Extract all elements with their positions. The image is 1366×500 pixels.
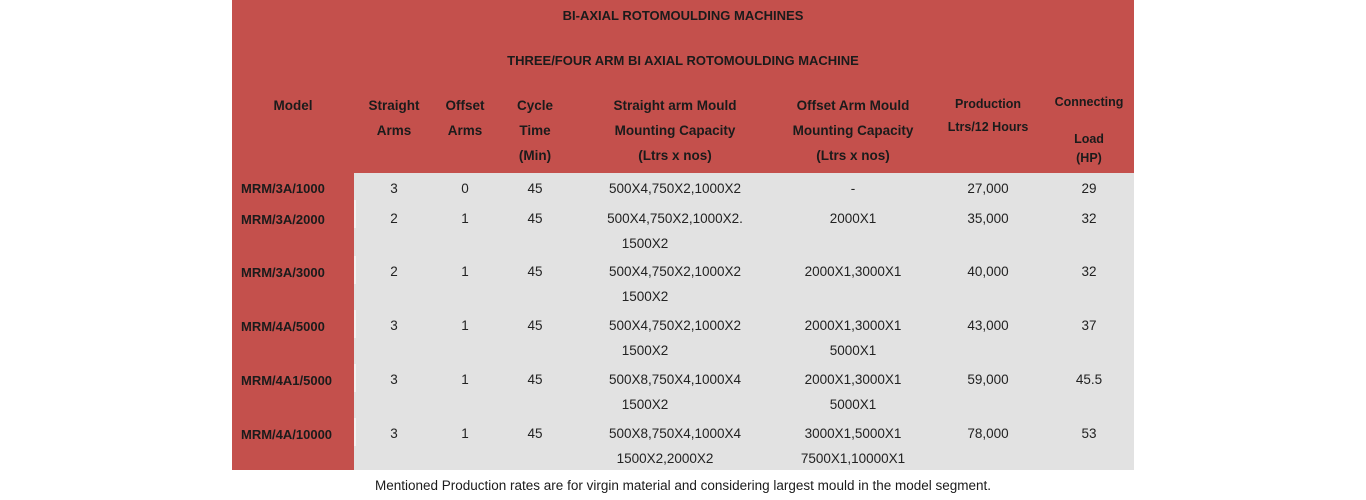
header-offset-capacity: Offset Arm Mould Mounting Capacity (Ltrs x nos)	[792, 98, 914, 163]
cycle-time-cell: 45	[527, 211, 543, 226]
straight-capacity-cell: 500X8,750X4,1000X4 1500X2	[608, 372, 742, 412]
straight-arms-cell: 2	[390, 211, 398, 226]
straight-arms-cell: 3	[390, 426, 398, 441]
production-cell: 27,000	[967, 181, 1009, 196]
load-cell: 37	[1081, 318, 1097, 333]
header-cycle-time: Cycle Time (Min)	[516, 98, 554, 163]
straight-arms-cell: 3	[390, 372, 398, 387]
model-cell: MRM/3A/3000	[241, 265, 325, 280]
load-cell: 32	[1081, 211, 1097, 226]
load-cell: 45.5	[1075, 372, 1103, 387]
straight-arms-cell: 2	[390, 264, 398, 279]
cycle-time-cell: 45	[527, 264, 543, 279]
straight-arms-cell: 3	[390, 318, 398, 333]
model-cell: MRM/4A/10000	[241, 427, 333, 442]
spec-table	[232, 0, 1134, 470]
table-subtitle: THREE/FOUR ARM BI AXIAL ROTOMOULDING MACHINE	[507, 53, 859, 68]
model-cell: MRM/4A1/5000	[241, 373, 333, 388]
cycle-time-cell: 45	[527, 181, 543, 196]
header-straight-capacity: Straight arm Mould Mounting Capacity (Ltrs x nos)	[613, 98, 737, 163]
offset-arms-cell: 1	[461, 318, 469, 333]
model-cell: MRM/3A/1000	[241, 181, 325, 196]
straight-capacity-cell: 500X4,750X2,1000X2 1500X2	[608, 318, 742, 358]
production-cell: 78,000	[967, 426, 1009, 441]
load-cell: 29	[1081, 181, 1097, 196]
offset-arms-cell: 1	[461, 372, 469, 387]
header-offset-arms: Offset Arms	[445, 98, 485, 138]
straight-capacity-cell: 500X8,750X4,1000X4 1500X2,2000X2	[608, 426, 742, 466]
model-cell: MRM/3A/2000	[241, 212, 325, 227]
cycle-time-cell: 45	[527, 318, 543, 333]
offset-capacity-cell: 3000X1,5000X1 7500X1,10000X1	[800, 426, 906, 466]
production-cell: 59,000	[967, 372, 1009, 387]
straight-arms-cell: 3	[390, 181, 398, 196]
offset-arms-cell: 1	[461, 211, 469, 226]
cycle-time-cell: 45	[527, 426, 543, 441]
production-cell: 43,000	[967, 318, 1009, 333]
table-title: BI-AXIAL ROTOMOULDING MACHINES	[562, 8, 804, 23]
offset-arms-cell: 1	[461, 264, 469, 279]
straight-capacity-cell: 500X4,750X2,1000X2 1500X2	[608, 264, 742, 304]
offset-capacity-cell: 2000X1,3000X1	[804, 264, 902, 279]
offset-capacity-cell: -	[850, 181, 856, 196]
table-footnote: Mentioned Production rates are for virgin material and considering largest mould in the model segment.	[374, 478, 992, 493]
cycle-time-cell: 45	[527, 372, 543, 387]
offset-capacity-cell: 2000X1	[829, 211, 877, 226]
header-production: Production Ltrs/12 Hours	[947, 97, 1029, 134]
straight-capacity-cell: 500X4,750X2,1000X2	[608, 181, 742, 196]
load-cell: 32	[1081, 264, 1097, 279]
offset-capacity-cell: 2000X1,3000X1 5000X1	[804, 372, 902, 412]
offset-capacity-cell: 2000X1,3000X1 5000X1	[804, 318, 902, 358]
offset-arms-cell: 1	[461, 426, 469, 441]
header-model: Model	[273, 98, 313, 113]
production-cell: 35,000	[967, 211, 1009, 226]
model-cell: MRM/4A/5000	[241, 319, 325, 334]
production-cell: 40,000	[967, 264, 1009, 279]
header-straight-arms: Straight Arms	[368, 98, 420, 138]
header-connecting-load: Connecting Load (HP)	[1054, 95, 1124, 165]
straight-capacity-cell: 500X4,750X2,1000X2. 1500X2	[607, 211, 743, 251]
load-cell: 53	[1081, 426, 1097, 441]
offset-arms-cell: 0	[461, 181, 469, 196]
